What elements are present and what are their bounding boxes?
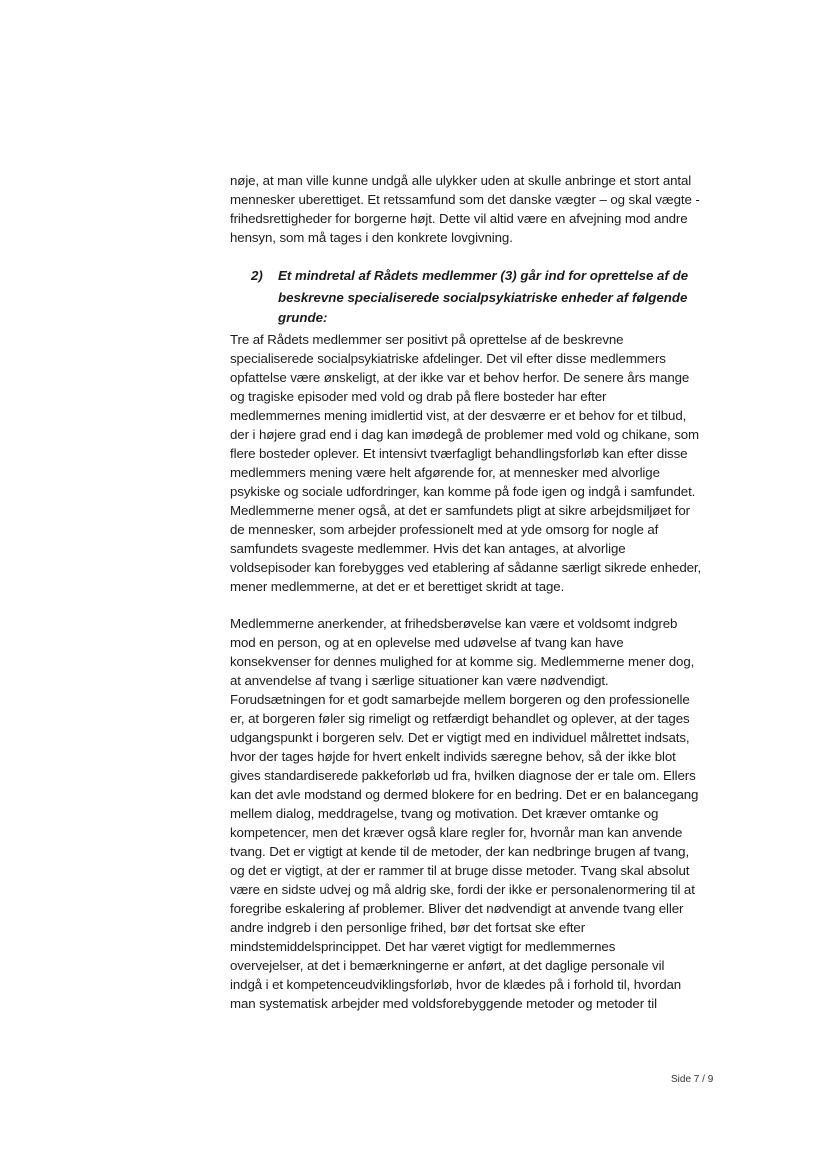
text-line: voldsepisoder kan forebygges ved etablering af sådanne særligt sikrede enheder, — [230, 560, 702, 575]
text-line: være en sidste udvej og må aldrig ske, fordi der ikke er personalenormering til at — [230, 882, 695, 897]
text-line: foregribe eskalering af problemer. Bliver det nødvendigt at anvende tvang eller — [230, 901, 684, 916]
text-line: samfundets svageste medlemmer. Hvis det kan antages, at alvorlige — [230, 541, 626, 556]
text-line: opfattelse være ønskeligt, at der ikke var et behov herfor. De senere års mange — [230, 370, 690, 385]
text-line: man systematisk arbejder med voldsforebyggende metoder og metoder til — [230, 996, 657, 1011]
heading-line: Et mindretal af Rådets medlemmer (3) går ind for oprettelse af de — [278, 268, 689, 283]
text-line: kompetencer, men det kræver også klare regler for, hvornår man kan anvende — [230, 825, 683, 840]
heading-line: beskrevne specialiserede socialpsykiatriske enheder af følgende — [278, 290, 688, 305]
text-line: at anvendelse af tvang i særlige situationer kan være nødvendigt. — [230, 673, 609, 688]
text-line: andre indgreb i den personlige frihed, bør det fortsat ske efter — [230, 920, 586, 935]
text-line: mennesker uberettiget. Et retssamfund som det danske vægter – og skal vægte - — [230, 192, 700, 207]
text-line: frihedsrettigheder for borgerne højt. Dette vil altid være en afvejning mod andre — [230, 211, 688, 226]
text-line: og tragiske episoder med vold og drab på flere bosteder har efter — [230, 389, 607, 404]
text-line: nøje, at man ville kunne undgå alle ulykker uden at skulle anbringe et stort antal — [230, 173, 692, 188]
text-line: hensyn, som må tages i den konkrete lovgivning. — [230, 230, 513, 245]
page-number: Side 7 / 9 — [671, 1074, 714, 1085]
text-line: der i højere grad end i dag kan imødegå de problemer med vold og chikane, som — [230, 427, 700, 442]
text-line: udgangspunkt i borgeren selv. Det er vigtigt med en individuel målrettet indsats, — [230, 730, 690, 745]
text-line: mener medlemmerne, at det er et berettiget skridt at tage. — [230, 579, 565, 594]
text-line: medlemmernes mening imidlertid vist, at der desværre er et behov for et tilbud, — [230, 408, 687, 423]
text-line: hvor der tages højde for hvert enkelt individs særegne behov, så der ikke blot — [230, 749, 676, 764]
text-line: flere bosteder oplever. Et intensivt tværfagligt behandlingsforløb kan efter disse — [230, 446, 688, 461]
text-line: indgå i et kompetenceudviklingsforløb, hvor de klædes på i forhold til, hvordan — [230, 977, 682, 992]
text-line: konsekvenser for dennes mulighed for at komme sig. Medlemmerne mener dog, — [230, 654, 695, 669]
text-line: mod en person, og at en oplevelse med udøvelse af tvang kan have — [230, 635, 624, 650]
heading-number: 2) — [251, 268, 263, 283]
text-line: specialiserede socialpsykiatriske afdelinger. Det vil efter disse medlemmers — [230, 351, 666, 366]
text-line: psykiske og sociale udfordringer, kan komme på fode igen og indgå i samfundet. — [230, 484, 696, 499]
text-line: mindstemiddelsprincippet. Det har været vigtigt for medlemmernes — [230, 939, 616, 954]
text-line: er, at borgeren føler sig rimeligt og retfærdigt behandlet og oplever, at der tages — [230, 711, 690, 726]
text-line: Medlemmerne mener også, at det er samfundets pligt at sikre arbejdsmiljøet for — [230, 503, 691, 518]
text-line: overvejelser, at det i bemærkningerne er anført, at det daglige personale vil — [230, 958, 665, 973]
text-line: medlemmers mening være helt afgørende for, at mennesker med alvorlige — [230, 465, 660, 480]
text-line: Forudsætningen for et godt samarbejde mellem borgeren og den professionelle — [230, 692, 690, 707]
heading-line: grunde: — [278, 310, 328, 325]
text-line: gives standardiserede pakkeforløb ud fra, hvilken diagnose der er tale om. Ellers — [230, 768, 696, 783]
text-line: de mennesker, som arbejder professionelt med at yde omsorg for nogle af — [230, 522, 659, 537]
text-line: tvang. Det er vigtigt at kende til de metoder, der kan nedbringe brugen af tvang, — [230, 844, 690, 859]
text-line: Tre af Rådets medlemmer ser positivt på oprettelse af de beskrevne — [230, 332, 624, 347]
text-line: Medlemmerne anerkender, at frihedsberøvelse kan være et voldsomt indgreb — [230, 616, 678, 631]
text-line: og det er vigtigt, at der er rammer til at bruge disse metoder. Tvang skal absolut — [230, 863, 690, 878]
text-line: mellem dialog, meddragelse, tvang og motivation. Det kræver omtanke og — [230, 806, 659, 821]
text-line: kan det avle modstand og dermed blokere for en bedring. Det er en balancegang — [230, 787, 699, 802]
